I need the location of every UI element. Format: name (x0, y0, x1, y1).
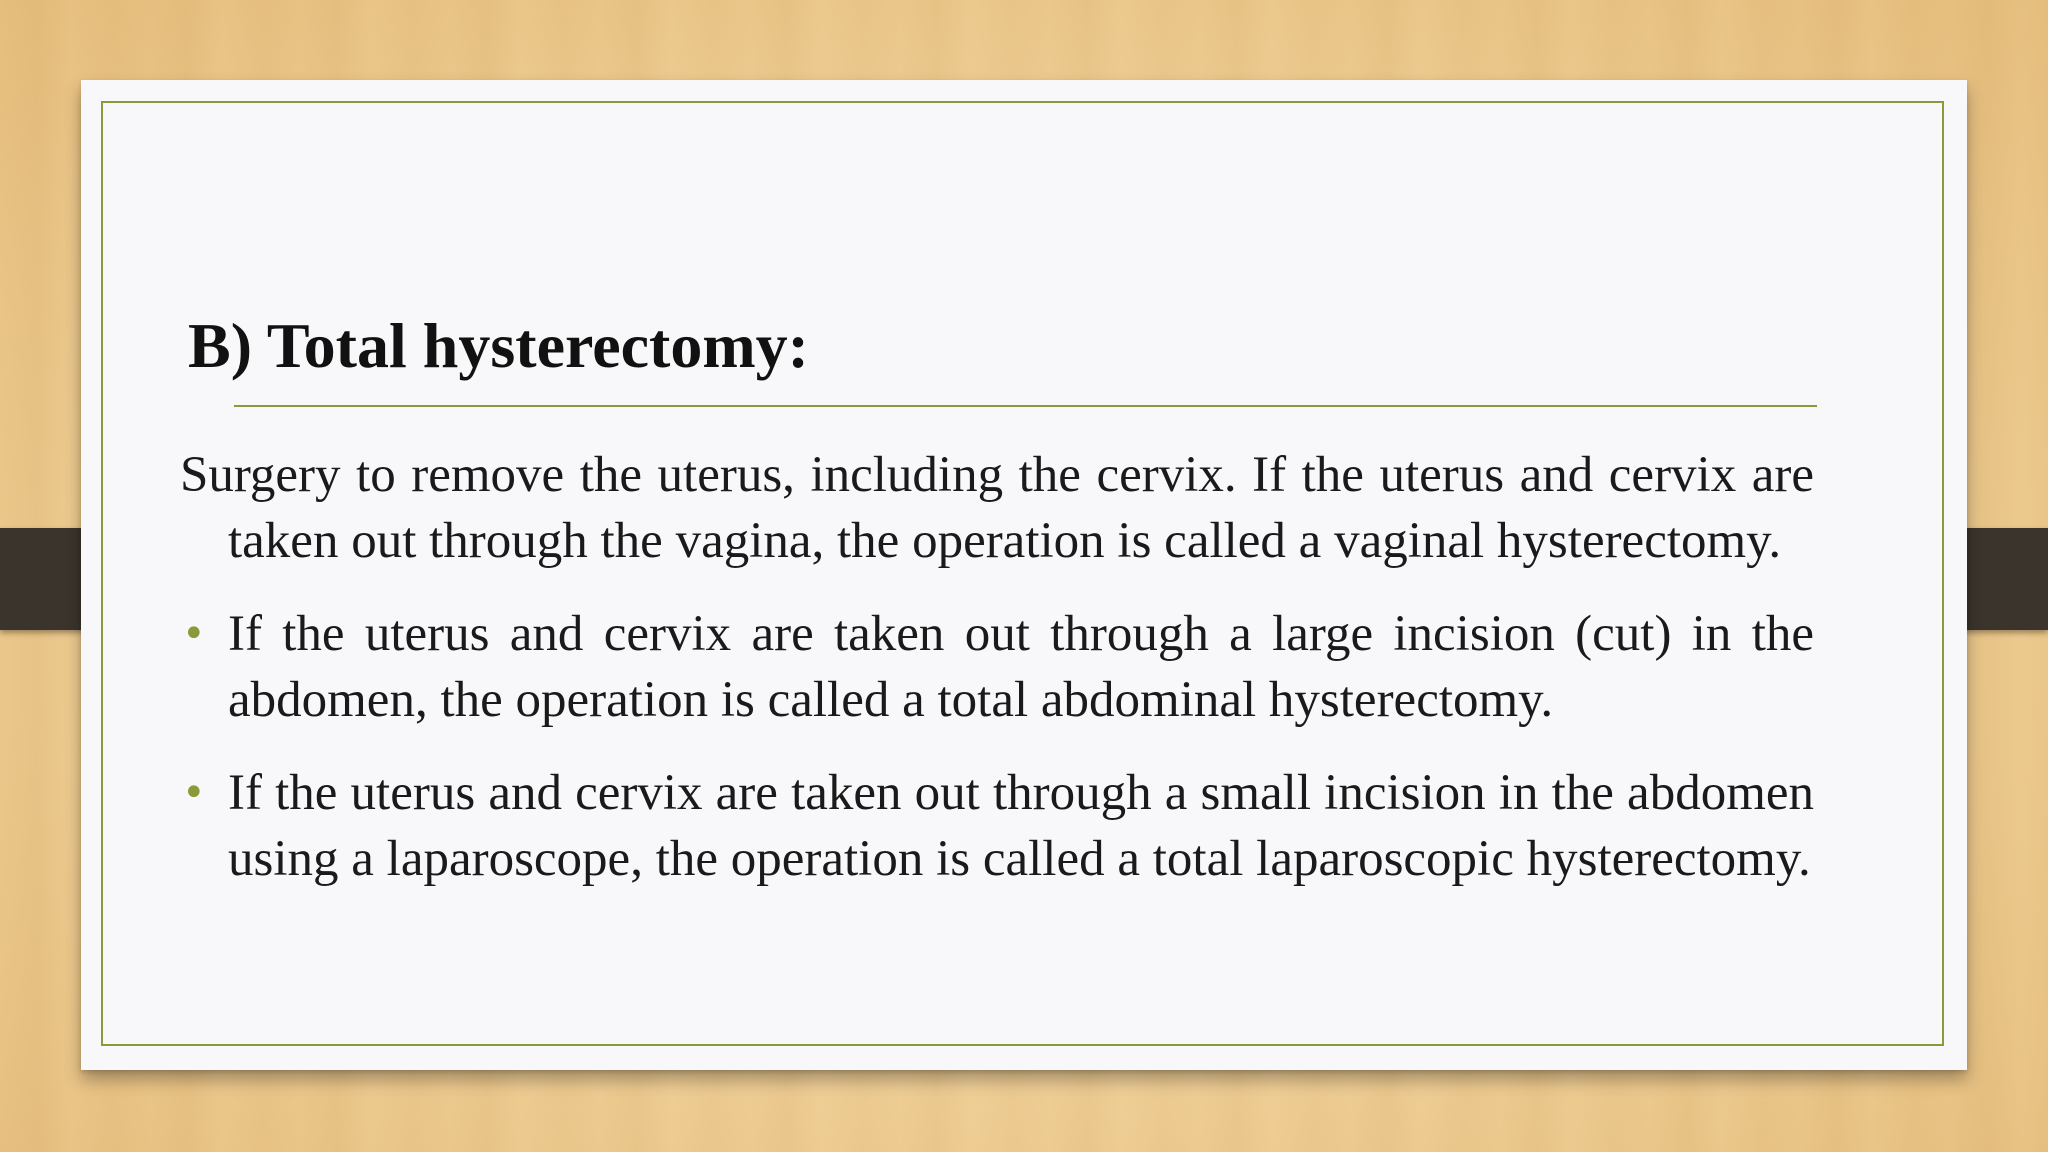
slide-body (180, 442, 1814, 919)
bullet-item-laparoscopic (180, 760, 1814, 892)
bullet-icon: • (182, 770, 206, 816)
bullet-icon: • (182, 611, 206, 657)
slide-card (81, 80, 1967, 1070)
slide-title: B) Total hysterectomy: (188, 310, 809, 381)
bullet-text: If the uterus and cervix are taken out through a small incision in the abdomen using a laparoscope, the operation is called a total laparoscopic hysterectomy. (228, 765, 1814, 887)
title-underline (234, 405, 1817, 407)
bullet-text: If the uterus and cervix are taken out through a large incision (cut) in the abdomen, the operation is called a total abdominal hysterectomy. (228, 606, 1814, 728)
intro-paragraph: Surgery to remove the uterus, including the cervix. If the uterus and cervix are taken out through the vagina, the operation is called a vaginal hysterectomy. (180, 447, 1814, 569)
bullet-item-abdominal (180, 601, 1814, 733)
